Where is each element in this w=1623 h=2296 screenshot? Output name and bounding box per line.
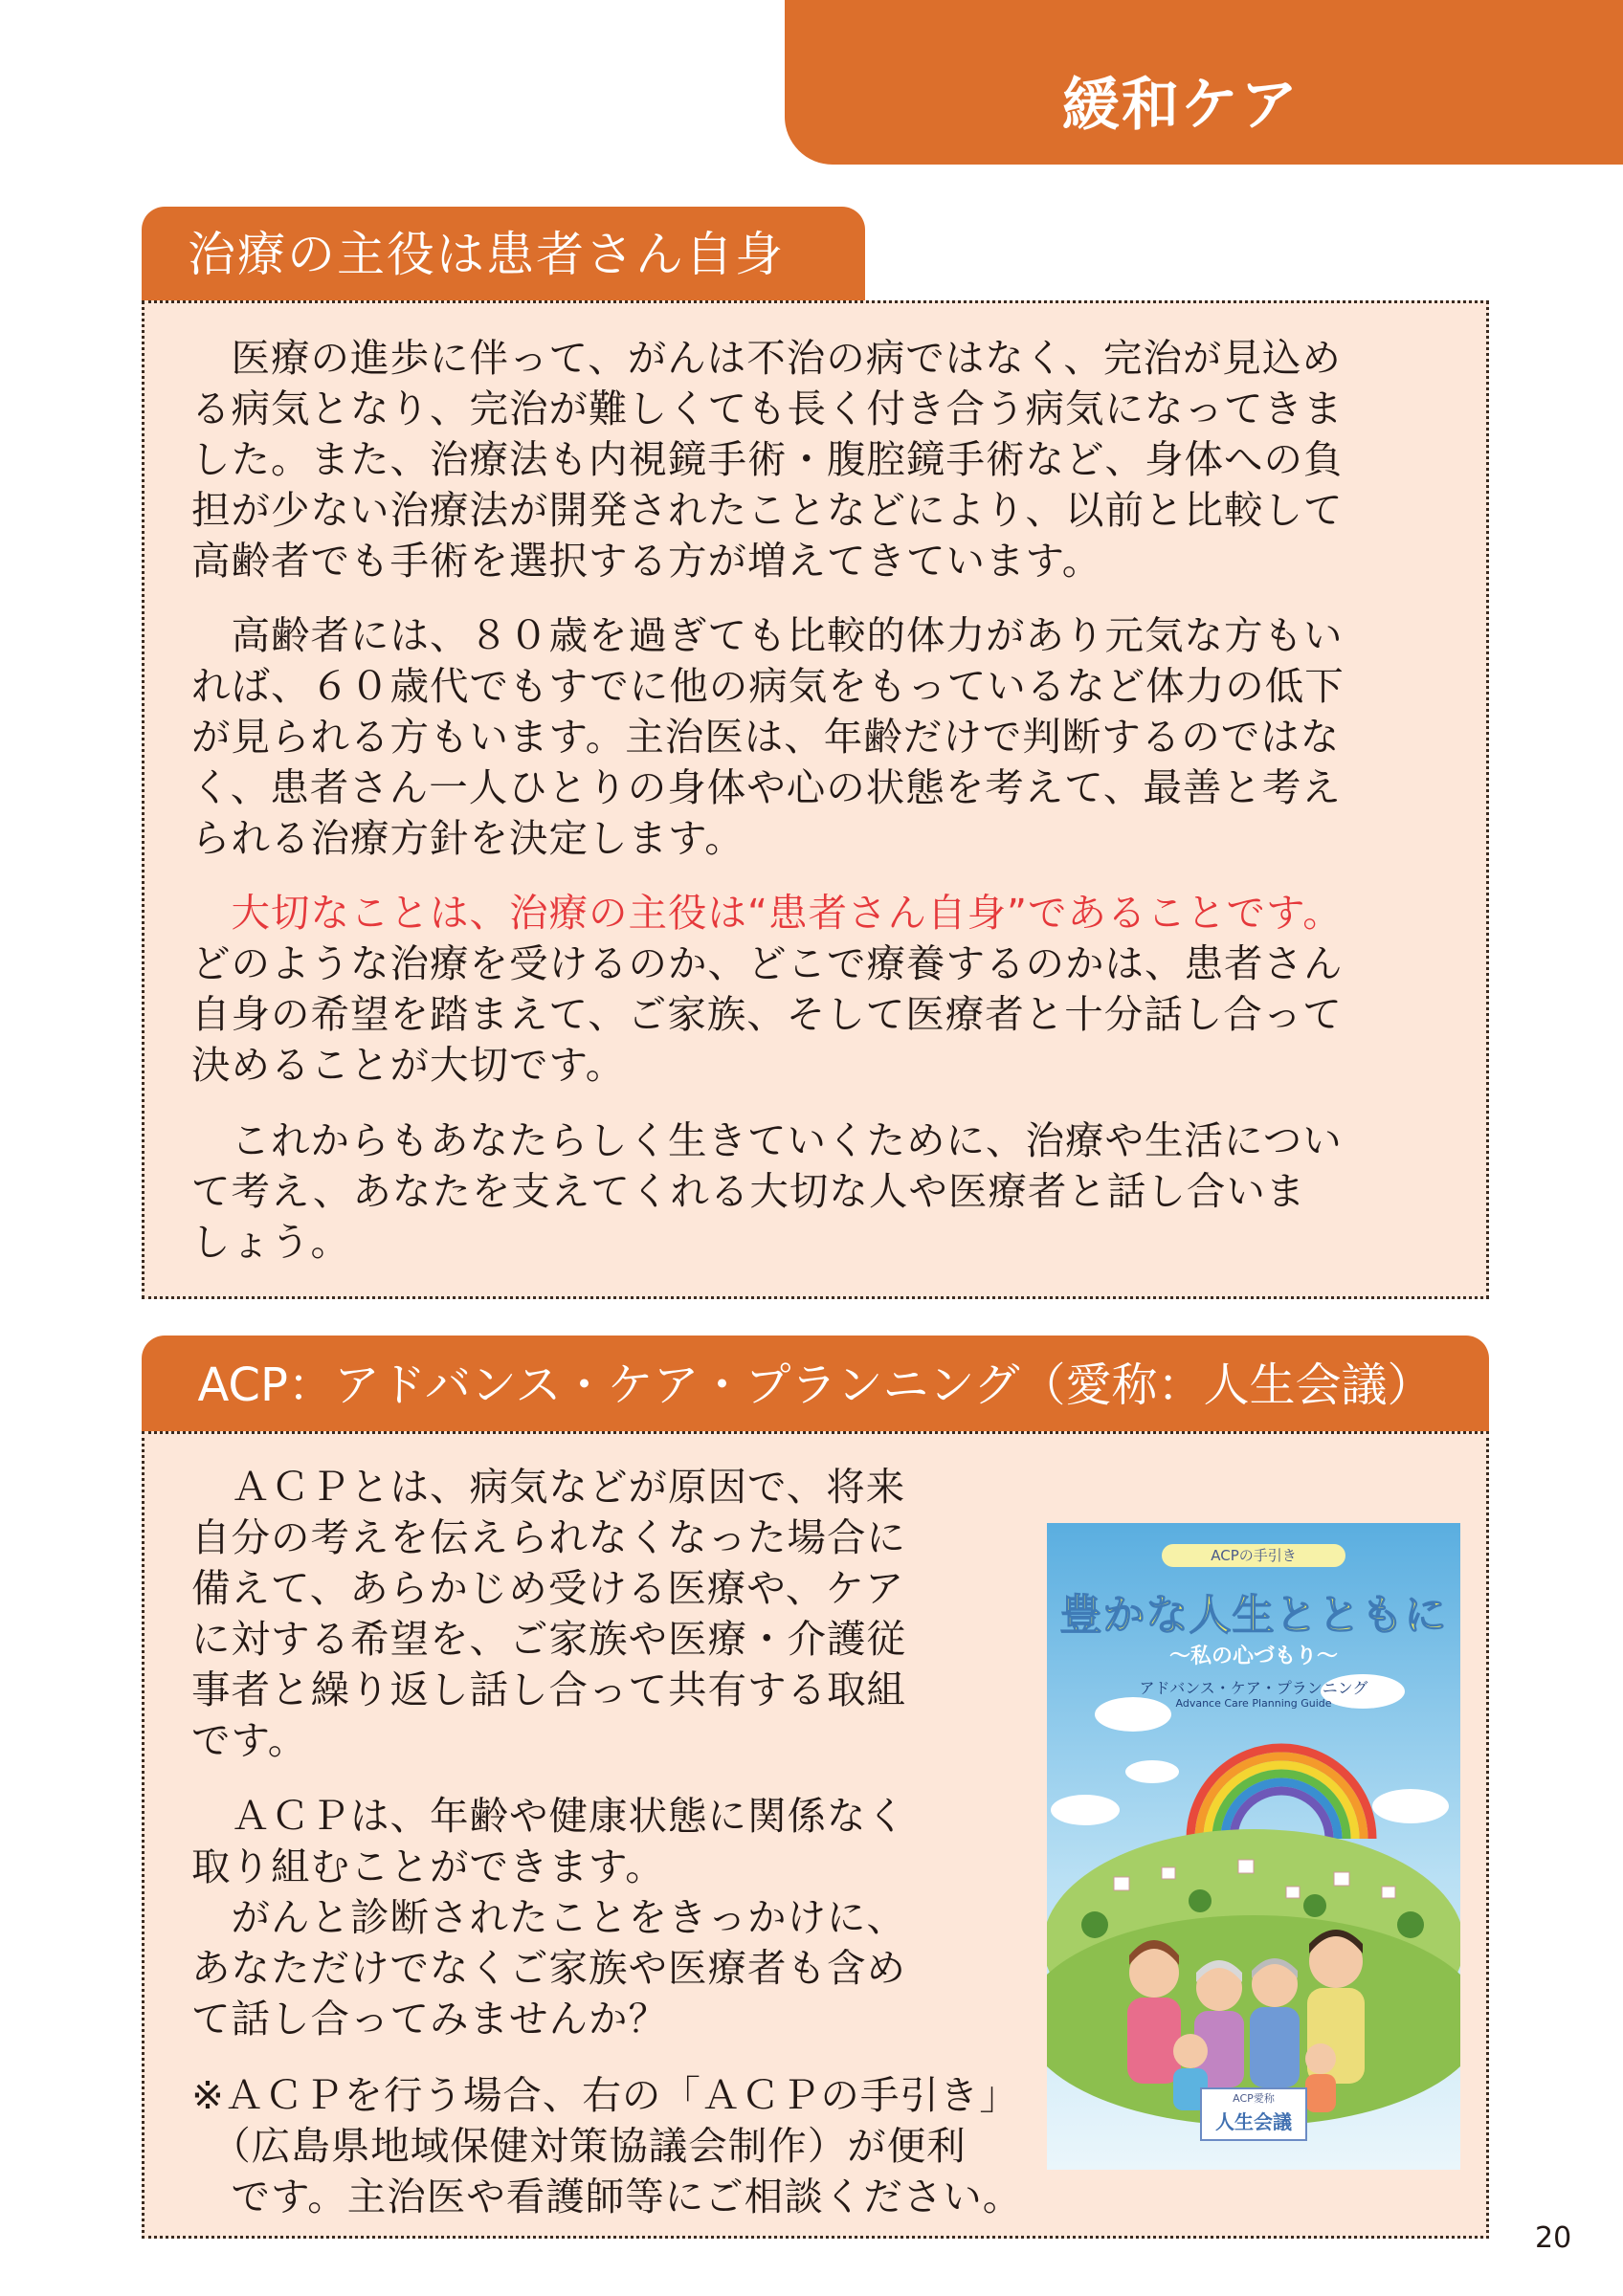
book-caption-english: Advance Care Planning Guide <box>1175 1697 1332 1710</box>
book-badge: 人生会議 <box>1215 2110 1292 2133</box>
section2-paragraph-2: ＡＣＰは、年齢や健康状態に関係なく 取り組むことができます。 がんと診断されたことをきっかけに、 あなただけでなくご家族や医療者も含め て話し合ってみませんか？ <box>191 1793 906 2042</box>
section1-paragraph-4: これからもあなたらしく生きていくために、治療や生活につい て考え、あなたを支えてくれる大切な人や医療者と話し合いま しょう。 <box>191 1117 1343 1265</box>
page-number: 20 <box>1535 2221 1572 2255</box>
section2-title: ACP：アドバンス・ケア・プランニング（愛称：人生会議） <box>142 1336 1489 1431</box>
book-caption: アドバンス・ケア・プランニング <box>1139 1679 1368 1697</box>
section1-paragraph-1: 医療の進歩に伴って、がんは不治の病ではなく、完治が見込め る病気となり、完治が難しくても長く付き合う病気になってきま した。また、治療法も内視鏡手術・腹腔鏡手術など、身体への負 担が少ない治療法が開発されたことなどにより、以前と比較して 高齢者でも手術を選択する方が増えてきています。 <box>191 335 1344 584</box>
section2-paragraph-1: ＡＣＰとは、病気などが原因で、将来 自分の考えを伝えられなくなった場合に 備えて、あらかじめ受ける医療や、ケア に対する希望を、ご家族や医療・介護従 事者と繰り返し話し合って共有する取組 です。 <box>191 1464 906 1763</box>
section1-paragraph-3: どのような治療を受けるのか、どこで療養するのかは、患者さん 自身の希望を踏まえて、ご家族、そして医療者と十分話し合って 決めることが大切です。 <box>191 940 1344 1088</box>
book-badge-frame <box>1200 2087 1307 2141</box>
acp-guide-cover-image <box>1047 1523 1460 2170</box>
book-title: 豊かな人生とともに <box>1059 1591 1448 1640</box>
section1-paragraph-2: 高齢者には、８０歳を過ぎても比較的体力があり元気な方もい れば、６０歳代でもすでに他の病気をもっているなど体力の低下 が見られる方もいます。主治医は、年齢だけで判断するのではな く、患者さん一人ひとりの身体や心の状態を考えて、最善と考え られる治療方針を決定します。 <box>191 612 1345 861</box>
section1-highlight: 大切なことは、治療の主役は“患者さん自身”であることです。 <box>191 890 1343 936</box>
book-subtitle: ～私の心づもり～ <box>1168 1645 1338 1668</box>
book-top-label: ACPの手引き <box>1162 1544 1345 1567</box>
section2-note: ※ＡＣＰを行う場合、右の「ＡＣＰの手引き」 （広島県地域保健対策協議会制作）が便利 です。主治医や看護師等にご相談ください。 <box>191 2072 1023 2219</box>
book-badge-small: ACP愛称 <box>1233 2092 1275 2105</box>
section1-title: 治療の主役は患者さん自身 <box>142 207 865 300</box>
page-title: 緩和ケア <box>1062 72 1300 139</box>
